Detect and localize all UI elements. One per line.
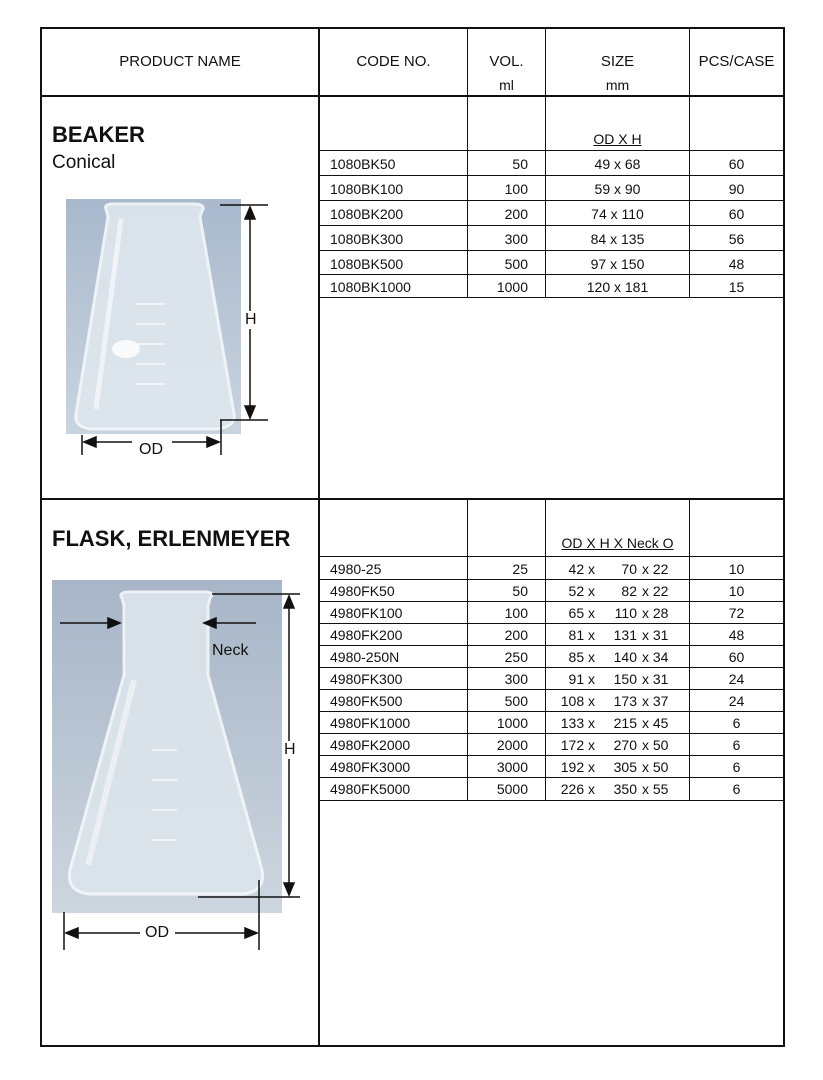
frame-left [40,27,42,1047]
flask-row-line [320,689,785,690]
od-cell: 42 x [568,561,595,577]
beaker-title: BEAKER [52,122,145,147]
code-cell: 1080BK50 [330,156,396,172]
neck-cell: x 31 [642,671,669,687]
pcs-cell: 6 [732,781,741,797]
flask-label-h: H [284,741,296,758]
vol-cell: 25 [512,561,528,577]
header-vol-unit: ml [499,77,514,93]
od-cell: 91 x [568,671,595,687]
beaker-subtitle: Conical [52,152,116,173]
od-cell: 81 x [568,627,595,643]
beaker-image [66,199,241,434]
neck-cell: x 50 [642,737,669,753]
size-cell: 84 x 135 [590,231,645,247]
frame-bottom [40,1045,785,1047]
pcs-cell: 90 [728,181,745,197]
pcs-cell: 60 [728,156,745,172]
vol-cell: 200 [504,627,528,643]
flask-size-header: OD X H X Neck O [561,535,674,551]
pcs-cell: 10 [728,583,745,599]
neck-cell: x 31 [642,627,669,643]
flask-row-line [320,601,785,602]
beaker-row-line [320,274,785,275]
beaker-row-line [320,225,785,226]
vol-cell: 50 [512,583,528,599]
od-cell: 226 x [560,781,595,797]
od-cell: 85 x [568,649,595,665]
code-cell: 4980-250N [330,649,400,665]
od-cell: 108 x [560,693,595,709]
code-cell: 4980FK2000 [330,737,411,753]
pcs-cell: 10 [728,561,745,577]
flask-label-od: OD [145,924,169,941]
size-cell: 74 x 110 [591,206,644,222]
h-cell: 173 [613,693,637,709]
h-cell: 150 [613,671,637,687]
beaker-row-line [320,200,785,201]
h-cell: 131 [613,627,637,643]
od-cell: 52 x [568,583,595,599]
vol-cell: 100 [504,181,528,197]
code-cell: 4980FK3000 [330,759,411,775]
code-cell: 1080BK1000 [330,279,411,295]
size-cell: 49 x 68 [594,156,641,172]
code-cell: 4980FK200 [330,627,403,643]
beaker-row-line [320,150,785,151]
size-cell: 97 x 150 [590,256,645,272]
vol-cell: 1000 [496,715,528,731]
vol-cell: 2000 [496,737,528,753]
vol-cell: 500 [504,693,528,709]
neck-cell: x 50 [642,759,669,775]
code-cell: 4980-25 [330,561,382,577]
header-pcs-case: PCS/CASE [698,53,775,70]
header-size: SIZE [600,53,635,70]
header-vol: VOL. [489,53,524,70]
section-divider [40,498,785,500]
vol-cell: 500 [504,256,528,272]
flask-image [52,580,282,913]
pcs-cell: 24 [728,671,745,687]
vol-cell: 1000 [496,279,528,295]
frame-right [783,27,785,1047]
neck-cell: x 45 [642,715,669,731]
vol-cell: 250 [504,649,528,665]
pcs-cell: 48 [728,256,745,272]
flask-label-neck: Neck [212,642,249,659]
code-cell: 4980FK5000 [330,781,411,797]
header-divider [40,95,785,97]
pcs-cell: 56 [728,231,745,247]
vol-cell: 3000 [496,759,528,775]
beaker-row-line [320,297,785,298]
h-cell: 350 [613,781,637,797]
od-cell: 65 x [568,605,595,621]
code-cell: 1080BK100 [330,181,404,197]
vol-cell: 5000 [496,781,528,797]
size-cell: 59 x 90 [594,181,641,197]
col-divider-1 [318,27,320,1047]
neck-cell: x 28 [642,605,669,621]
frame-top [40,27,785,29]
beaker-row-line [320,175,785,176]
pcs-cell: 60 [728,649,745,665]
flask-row-line [320,667,785,668]
h-cell: 305 [613,759,637,775]
h-cell: 270 [613,737,637,753]
od-cell: 133 x [560,715,595,731]
pcs-cell: 60 [728,206,745,222]
beaker-label-od: OD [139,441,163,458]
flask-row-line [320,623,785,624]
code-cell: 1080BK500 [330,256,404,272]
neck-cell: x 34 [642,649,669,665]
flask-title: FLASK, ERLENMEYER [52,526,291,551]
size-cell: 120 x 181 [586,279,649,295]
h-cell: 215 [613,715,637,731]
pcs-cell: 15 [728,279,745,295]
h-cell: 110 [614,605,637,621]
pcs-cell: 24 [728,693,745,709]
neck-cell: x 22 [642,583,669,599]
neck-cell: x 55 [642,781,669,797]
flask-row-line [320,800,785,801]
od-cell: 192 x [560,759,595,775]
code-cell: 1080BK300 [330,231,404,247]
vol-cell: 200 [504,206,528,222]
code-cell: 4980FK50 [330,583,395,599]
code-cell: 1080BK200 [330,206,404,222]
od-cell: 172 x [560,737,595,753]
vol-cell: 100 [504,605,528,621]
flask-row-line [320,556,785,557]
flask-row-line [320,645,785,646]
code-cell: 4980FK300 [330,671,403,687]
code-cell: 4980FK100 [330,605,403,621]
vol-cell: 300 [504,671,528,687]
neck-cell: x 37 [642,693,669,709]
flask-row-line [320,711,785,712]
beaker-label-h: H [245,311,257,328]
beaker-row-line [320,250,785,251]
header-product-name: PRODUCT NAME [119,53,241,70]
h-cell: 70 [621,561,637,577]
flask-row-line [320,733,785,734]
flask-row-line [320,755,785,756]
pcs-cell: 72 [728,605,745,621]
vol-cell: 300 [504,231,528,247]
pcs-cell: 6 [732,759,741,775]
header-size-unit: mm [605,77,630,93]
pcs-cell: 48 [728,627,745,643]
code-cell: 4980FK1000 [330,715,411,731]
header-code-no: CODE NO. [356,53,431,70]
beaker-size-header: OD X H [593,131,642,147]
flask-row-line [320,579,785,580]
vol-cell: 50 [512,156,528,172]
flask-row-line [320,777,785,778]
pcs-cell: 6 [732,715,741,731]
code-cell: 4980FK500 [330,693,403,709]
neck-cell: x 22 [642,561,669,577]
pcs-cell: 6 [732,737,741,753]
h-cell: 140 [613,649,637,665]
h-cell: 82 [621,583,637,599]
